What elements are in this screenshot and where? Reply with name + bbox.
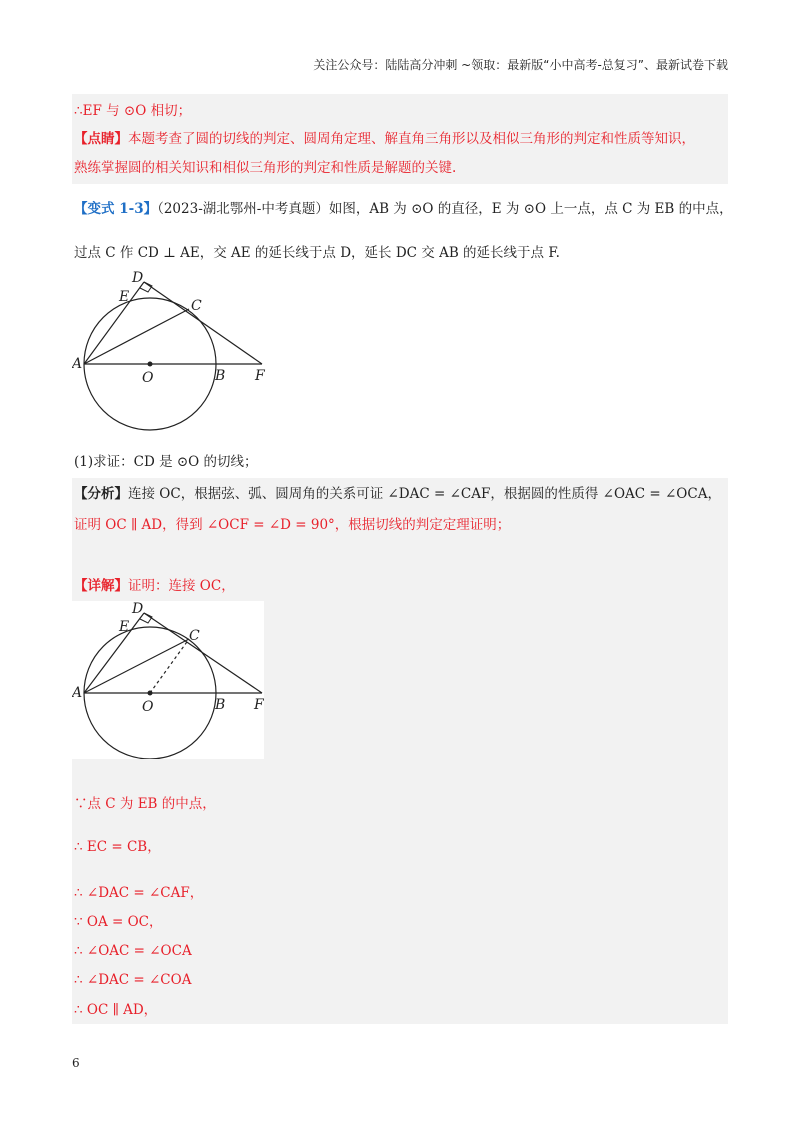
analysis-tag: 【分析】 [74,486,128,502]
analysis-text-1: 连接 OC，根据弦、弧、圆周角的关系可证 ∠DAC = ∠CAF，根据圆的性质得 ∠OAC = ∠OCA， [128,486,721,502]
page-number: 6 [72,1056,80,1070]
label-D: D [132,270,144,286]
circle-tangent-diagram-with-oc [72,601,264,759]
comment-text-1: 本题考查了圆的切线的判定、圆周角定理、解直角三角形以及相似三角形的判定和性质等知识， [128,131,695,147]
label-O: O [142,370,154,386]
proof-step-1: ∵点 C 为 EB 的中点， [74,796,216,812]
label-A: A [72,356,83,372]
label-F-2: F [254,697,264,713]
proof-step-7: ∴ OC ∥ AD， [74,1002,158,1018]
label-A-2: A [72,685,83,701]
label-C-2: C [189,628,200,644]
comment-tag: 【点睛】 [74,131,128,147]
problem-text-1: （2023-湖北鄂州-中考真题）如图，AB 为 ⊙O 的直径，E 为 ⊙O 上一点，点 C 为 EB 的中点， [157,201,733,217]
label-E-2: E [119,619,130,635]
detail-line [74,576,235,596]
label-B-2: B [215,697,226,713]
problem-line-1 [74,199,733,219]
analysis-line-2: 证明 OC ∥ AD，得到 ∠OCF = ∠D = 90°，根据切线的判定定理证明； [74,517,511,533]
proof-step-4: ∵ OA = OC， [74,914,163,930]
problem-tag: 【变式 1-3】 [74,201,158,217]
proof-step-3: ∴ ∠DAC = ∠CAF， [74,885,204,901]
proof-step-5: ∴ ∠OAC = ∠OCA [74,943,192,959]
label-D-2: D [132,601,144,617]
label-B: B [215,368,226,384]
proof-step-6: ∴ ∠DAC = ∠COA [74,972,192,988]
analysis-line-1 [74,484,721,504]
label-O-2: O [142,699,154,715]
comment-line-1 [74,129,695,149]
comment-line-2: 熟练掌握圆的相关知识和相似三角形的判定和性质是解题的关键. [74,160,457,176]
proof-step-2: ∴ EC = CB， [74,839,161,855]
label-E: E [119,289,130,305]
label-F: F [255,368,265,384]
geometry-figure-2 [72,601,264,759]
geometry-figure-1 [72,268,272,438]
circle-tangent-diagram [72,268,272,438]
page-header: 关注公众号：陆陆高分冲刺 ~领取：最新版“小中高考-总复习”、最新试卷下载 [313,58,728,72]
problem-line-2: 过点 C 作 CD ⊥ AE，交 AE 的延长线于点 D，延长 DC 交 AB 的延长线于点 F. [74,245,560,261]
detail-tag: 【详解】 [74,578,128,594]
label-C: C [191,298,202,314]
conclusion-line: ∴EF 与 ⊙O 相切； [74,103,192,119]
question-1: (1)求证：CD 是 ⊙O 的切线； [74,454,258,470]
detail-text: 证明：连接 OC， [128,578,235,594]
